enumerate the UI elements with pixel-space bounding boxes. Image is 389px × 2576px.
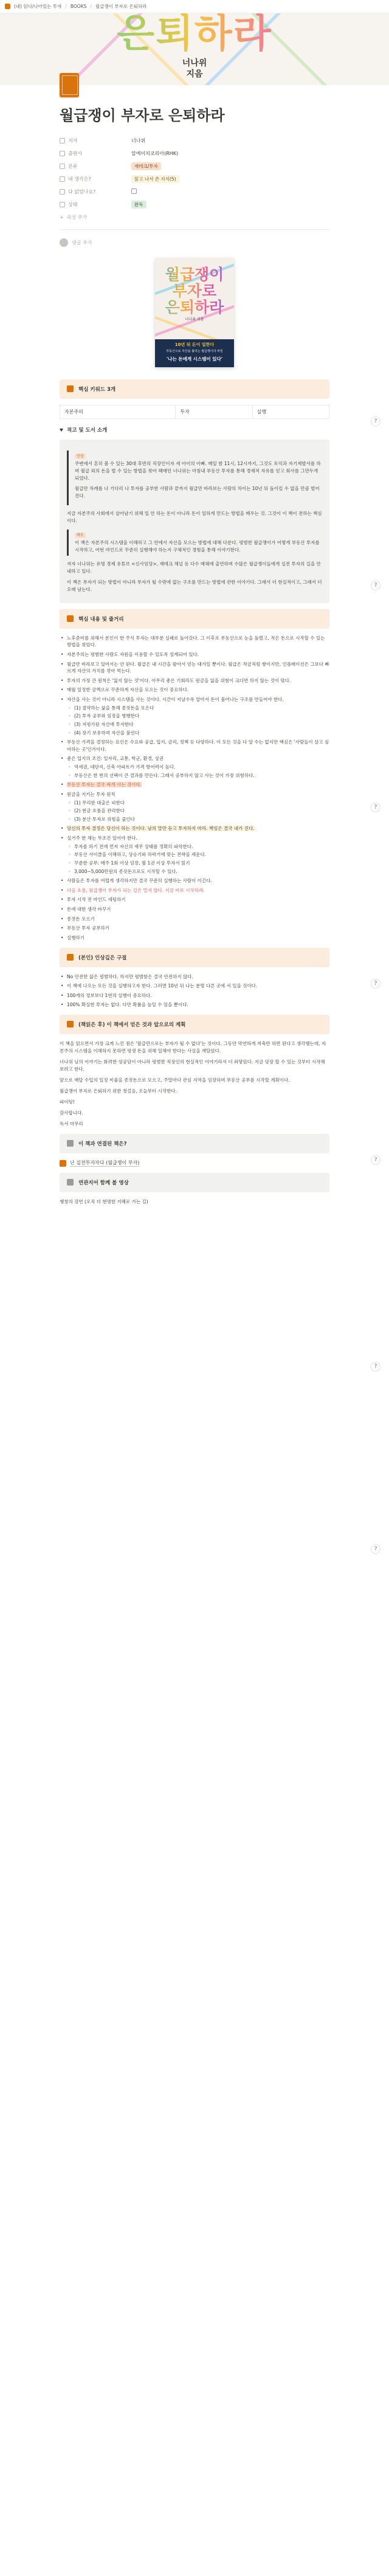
takeaway-text: 주변에서 흔히 볼 수 있는 30대 후반의 직장인이자 세 아이의 아빠. 매일 밤 11시, 12시까지, 그것도 토익과 자기계발서를 하며 월급 외의 돈을 벌 수 있는 방법을 찾아 헤매던 너나위는 마침내 부동산 투자를 통해 경제적 자유를 얻고 회사를 그만두게 되었다.	[75, 461, 321, 481]
breadcrumb-separator: /	[65, 4, 67, 9]
list-item: • 종잣돈 모으기	[60, 916, 329, 923]
property-key	[60, 201, 131, 208]
review-paragraph: 너나위 님의 이야기는 화려한 성공담이 아니라 평범한 직장인의 현실적인 이야기라서 더 와닿았다. 지금 당장 할 수 있는 것부터 시작해 보려고 한다.	[60, 1059, 325, 1072]
property-key	[60, 176, 131, 182]
sub-list-item: ◦ (1) 절약하는 삶을 통해 종잣돈을 모은다	[67, 705, 329, 712]
takeaway-label: 인상	[75, 454, 86, 459]
table-cell[interactable]: 실행	[252, 406, 329, 419]
book-band-line: 부동산으로 자산을 불리는 월급쟁이의 비밀	[166, 350, 223, 353]
text-property-icon	[60, 138, 65, 143]
sub-list-item: ◦ (3) 분산 투자로 위험을 줄인다	[67, 816, 329, 823]
help-icon[interactable]: ?	[371, 581, 380, 590]
callout-body	[78, 1179, 322, 1186]
list-item: • 부동산 투자 공부하기	[60, 925, 329, 932]
memo-label: 메모	[75, 533, 86, 538]
callout-body	[78, 1021, 322, 1028]
related-link-text: 난 실전투자자다 (월급쟁이 부자)	[70, 1160, 140, 1166]
sub-list	[67, 843, 329, 875]
page-title[interactable]: 월급쟁이 부자로 은퇴하라	[60, 107, 225, 124]
toggle-triangle-icon	[60, 429, 63, 432]
list-item: • 실행하기	[60, 934, 329, 942]
done-checkbox[interactable]	[131, 188, 137, 194]
status-property-icon	[60, 202, 65, 207]
help-icon[interactable]: ?	[371, 979, 380, 989]
notes-list-3	[60, 825, 329, 894]
sub-list-item: ◦ 3,000~5,000만원의 종잣돈으로도 시작할 수 있다.	[67, 868, 329, 875]
takeaway-heading: 적고 및 도서 소개	[67, 427, 108, 433]
list-item: • 사람들은 투자를 어렵게 생각하지만 결국 꾸준히 실행하는 사람이 이긴다.	[60, 877, 329, 885]
list-item: • 이 책에 나오는 모든 것을 실행하고자 한다. 그러면 10년 뒤 나는 분명 다른 곳에 서 있을 것이다.	[60, 982, 329, 990]
callout-body	[78, 954, 322, 961]
property-row[interactable]	[60, 147, 329, 160]
list-item: • 투자의 가장 큰 원칙은 '잃지 않는 것'이다. 아무리 좋은 기회라도 원금을 잃을 위험이 크다면 하지 않는 것이 맞다.	[60, 677, 329, 685]
callout-body	[78, 1140, 322, 1147]
book-band-line: '나는 돈에게 시스템이 있다'	[166, 356, 223, 362]
review-sign: 파이팅!	[60, 1099, 75, 1105]
callout-body	[78, 385, 322, 393]
checkbox-property-icon	[60, 189, 65, 195]
breadcrumb-item-2[interactable]: BOOKS	[70, 4, 87, 9]
book-title-line: 은퇴하라	[165, 299, 224, 316]
help-icon[interactable]: ?	[371, 416, 380, 426]
list-item: • 돈에 대한 생각 바꾸기	[60, 906, 329, 913]
workspace-icon	[5, 4, 10, 9]
list-item	[60, 825, 329, 832]
list-item: • 100개의 정보보다 1번의 실행이 중요하다.	[60, 992, 329, 1000]
related-heading: 이 책과 연결된 책은?	[78, 1141, 127, 1148]
breadcrumb-separator: /	[90, 4, 92, 9]
comment-input[interactable]	[60, 238, 329, 247]
related-callout	[60, 1134, 329, 1153]
notes-callout	[60, 609, 329, 629]
help-icon[interactable]: ?	[371, 1155, 380, 1165]
property-row[interactable]	[60, 160, 329, 173]
list-item	[60, 835, 329, 875]
property-value[interactable]	[131, 162, 164, 170]
book-title-line: 월급쟁이	[165, 266, 224, 283]
property-label: 저자	[68, 138, 78, 143]
breadcrumb-item-1[interactable]: (내) 읽다/나아있는 투자	[14, 4, 62, 9]
keywords-table	[60, 405, 329, 419]
sub-list-item: ◦ (3) 저평가된 자산에 투자한다	[67, 721, 329, 728]
property-label: 출판사	[68, 151, 83, 156]
list-item-text: 실거주 한 채는 무조건 있어야 한다.	[67, 835, 137, 841]
help-icon[interactable]: ?	[371, 1544, 380, 1554]
quotes-heading: (본인) 인상깊은 구절	[78, 955, 127, 961]
book-cover-title	[155, 266, 234, 316]
book-cover-image[interactable]	[60, 258, 329, 367]
review-paragraph: 이 책을 읽으면서 가장 크게 느낀 점은 '월급만으로는 부자가 될 수 없다'는 것이다. 그동안 막연하게 저축만 하면 된다고 생각했는데, 자본주의 시스템을 이해하지 못하면 평생 돈을 위해 일해야 한다는 사실을 깨달았다.	[60, 1041, 326, 1054]
takeaway-text: 지금 자본주의 사회에서 살아남기 위해 일 안 하는 돈이 아니라 돈이 일하게 만드는 방법을 배우는 것. 그것이 이 책이 전하는 핵심이다.	[67, 511, 322, 524]
property-value[interactable]	[131, 201, 149, 209]
list-item	[60, 696, 329, 736]
notes-heading: 핵심 내용 및 줄거리	[78, 616, 124, 623]
property-row[interactable]	[60, 173, 329, 185]
property-label: 상태	[68, 202, 78, 207]
book-band-line: 10년 뒤 돈이 일한다	[174, 342, 215, 347]
key-icon	[67, 385, 74, 392]
takeaway-callout	[60, 440, 329, 603]
property-row[interactable]	[60, 134, 329, 147]
list-item: • 노후준비를 위해서 본인이 한 주식 투자는 대부분 실패로 돌아갔다. 그 이후로 부동산으로 눈을 돌렸고, 적은 돈으로 시작할 수 있는 방법을 찾았다.	[60, 635, 329, 649]
list-item: • 매월 일정한 금액으로 꾸준하게 자산을 모으는 것이 중요하다.	[60, 686, 329, 694]
cover-author-name: 너나위	[182, 58, 207, 68]
avatar	[60, 238, 68, 247]
takeaway-closing: 저자 너나위는 유명 경제 유튜브 <신사임당>, 재테크 채널 등 다수 매체에 출연하며 수많은 월급쟁이들에게 실전 투자의 길을 안내하고 있다.	[67, 561, 321, 574]
plus-icon: +	[60, 214, 64, 220]
help-icon[interactable]: ?	[371, 1362, 380, 1372]
list-item-text: 원금을 지키는 투자 원칙	[67, 791, 115, 797]
divider	[60, 229, 329, 230]
list-item: • 자본주의는 평범한 사람도 자원을 이용할 수 있도록 설계되어 있다.	[60, 651, 329, 658]
property-key	[60, 163, 131, 170]
list-item: • 월급만 바라보고 있어서는 안 된다. 월급은 내 시간을 팔아서 얻는 대가일 뿐이다. 월급은 적금처럼 쌓이지만, 인플레이션은 그보다 빠르게 자산의 가치를 깎아 먹는다.	[60, 661, 329, 675]
sub-list-item: ◦ 투자를 하기 전에 먼저 자신의 재무 상태를 정확히 파악한다.	[67, 843, 329, 851]
sub-list-item: ◦ (4) 장기 보유하며 자산을 불린다	[67, 730, 329, 737]
memo-text: 이 책은 자본주의 시스템을 이해하고 그 안에서 자산을 모으는 방법에 대해 다룬다. 평범한 월급쟁이가 어떻게 부동산 투자를 시작하고, 어떤 마인드로 꾸준히 실행해야 하는지 구체적인 경험을 통해 이야기한다.	[75, 540, 320, 553]
list-item	[60, 887, 329, 894]
sub-list-item: ◦ (2) 현금 흐름을 관리한다	[67, 807, 329, 815]
property-key	[60, 150, 131, 157]
list-item-text: 좋은 입지의 조건: 일자리, 교통, 학군, 환경, 상권	[67, 756, 164, 762]
notes-list-2	[60, 739, 329, 823]
breadcrumb-bar	[0, 0, 389, 13]
text-property-icon	[60, 151, 65, 156]
notes-list-4	[60, 896, 329, 941]
sub-list-item: ◦ 꾸준한 공부: 매주 1회 이상 임장, 월 1권 이상 투자서 읽기	[67, 860, 329, 867]
notes-list	[60, 635, 329, 737]
opinion-tag: 읽고 나서 쓴 지식(5)	[131, 175, 179, 183]
cover-author-suffix: 지음	[186, 69, 203, 79]
category-tag: 재테크/투자	[131, 162, 161, 170]
review-heading: (책읽은 후) 이 책에서 얻은 것과 앞으로의 계획	[78, 1022, 186, 1029]
property-row[interactable]	[60, 185, 329, 198]
sub-list-item: ◦ 부동산 사이클을 이해하고, 상승기와 하락기에 맞는 전략을 세운다.	[67, 851, 329, 858]
sub-list-item: ◦ 부동산은 한 번의 선택이 큰 결과를 만든다. 그래서 공부하지 않고 사는 것이 가장 위험하다.	[67, 772, 329, 779]
table-cell[interactable]: 자본주의	[60, 406, 176, 419]
list-item: • 100% 확실한 투자는 없다. 다만 확률을 높일 수 있을 뿐이다.	[60, 1001, 329, 1009]
list-item	[60, 781, 329, 789]
book-cover-band	[155, 339, 234, 367]
status-tag: 완독	[131, 201, 146, 209]
memo-callout	[60, 1173, 329, 1192]
sub-list-item: ◦ (1) 무리한 대출은 피한다	[67, 799, 329, 807]
book-page-icon[interactable]	[60, 73, 79, 97]
sub-list-item: ◦ (2) 투자 공부와 임장을 병행한다	[67, 713, 329, 720]
list-item-text: 자산을 사는 것이 아니라 시스템을 사는 것이다. 시간이 지날수록 알아서 돈이 불어나는 구조를 만들어야 한다.	[67, 697, 284, 703]
pencil-icon	[67, 1021, 74, 1027]
table-cell[interactable]: 투자	[176, 406, 252, 419]
callout-body	[67, 446, 322, 597]
table-row	[60, 406, 329, 419]
property-key	[60, 137, 131, 144]
takeaway-toggle[interactable]	[60, 426, 329, 433]
review-sign: 감사합니다.	[60, 1110, 83, 1116]
video-icon	[67, 1179, 74, 1186]
quotes-callout	[60, 948, 329, 967]
property-label: 다 읽었나요?	[68, 189, 96, 195]
review-paragraph: 월급쟁이 부자로 은퇴하기 위한 첫걸음, 오늘부터 시작한다.	[60, 1088, 177, 1094]
comment-placeholder: 댓글 추가	[72, 240, 92, 246]
add-property-label: 속성 추가	[66, 214, 88, 220]
highlight-text: 부동산 투자는 결국 싸게 사는 것이다.	[67, 782, 142, 788]
breadcrumb-item-3[interactable]: 월급쟁이 부자로 은퇴하라	[95, 4, 147, 9]
properties	[60, 134, 329, 223]
note-icon	[67, 615, 74, 622]
memo-heading: 연관지어 함께 볼 영상	[78, 1180, 129, 1187]
list-item: • 부동산 가격을 결정하는 요인은 수요와 공급, 입지, 금리, 정책 등 다양하다. 이 모든 것을 다 알 수는 없지만 핵심은 '사람들이 살고 싶어하는 곳'인가이다.	[60, 739, 329, 753]
list-item: • 투자 시작 전 마인드 세팅하기	[60, 896, 329, 903]
sub-list-item: ◦ 역세권, 대단지, 신축 아파트가 가격 방어력이 높다.	[67, 764, 329, 771]
review-sign: 독서 마무리	[60, 1121, 83, 1127]
takeaway-quote	[67, 451, 322, 505]
keywords-heading: 핵심 키워드 3개	[78, 387, 116, 393]
memo-quote	[67, 530, 322, 556]
takeaway-closing: 이 책은 부자가 되는 방법이 아니라 부자가 될 수밖에 없는 구조를 만드는 방법에 관한 이야기다. 그래서 더 현실적이고, 그래서 더 오래 남는다.	[67, 579, 322, 592]
review-callout	[60, 1015, 329, 1034]
page-link-icon	[60, 1160, 66, 1167]
highlight-text: 다음 흐름, 월급쟁이 부자가 되는 길은 멀지 않다. 지금 바로 시작하라.	[67, 887, 205, 893]
list-item	[60, 755, 329, 779]
book-title-line: 부자로	[172, 282, 217, 300]
add-property-button[interactable]	[60, 211, 329, 223]
list-item: • No 안전한 삶은 평범하다. 하지만 평범함은 결국 안전하지 않다.	[60, 973, 329, 981]
property-value[interactable]: 너나위	[131, 138, 146, 143]
select-property-icon	[60, 164, 65, 169]
related-link[interactable]	[60, 1159, 329, 1167]
link-icon	[67, 1140, 74, 1147]
page-body	[0, 73, 389, 1552]
review-paragraph: 앞으로 매달 수입의 일정 비율을 종잣돈으로 모으고, 주말마다 관심 지역을 임장하며 부동산 공부를 시작할 계획이다.	[60, 1077, 290, 1083]
property-key	[60, 188, 131, 195]
help-icon[interactable]: ?	[371, 803, 380, 812]
property-value[interactable]: 알에이치코리아(RHK)	[131, 151, 179, 156]
property-value[interactable]	[131, 175, 182, 183]
keywords-callout	[60, 379, 329, 399]
takeaway-text: 월급만 차례를 나 기다리 나 투자를 공부한 사람과 끝까지 월급만 바라보는 사람의 차이는 10년 뒤 돌이킬 수 없을 만큼 벌어진다.	[75, 486, 320, 499]
property-label: 내 생각은?	[68, 176, 91, 182]
cover-title: 은퇴하라	[0, 13, 389, 58]
book-cover	[155, 258, 234, 367]
sub-list	[67, 705, 329, 737]
sub-list	[67, 764, 329, 779]
highlight-text: 당신의 투자 결정은 당신이 하는 것이다. 남의 말만 듣고 투자하지 마라. 책임은 결국 내가 진다.	[67, 826, 255, 832]
book-cover-author: 너나위 지음	[185, 317, 204, 322]
memo-text: 쌩창의 강연 (오직 더 현명한 지혜로 가는 길)	[60, 1199, 148, 1205]
sub-list	[67, 799, 329, 823]
property-value[interactable]	[131, 188, 137, 195]
callout-body	[78, 615, 322, 623]
quotes-list	[60, 973, 329, 1009]
select-property-icon	[60, 176, 65, 182]
property-row[interactable]	[60, 198, 329, 211]
list-item	[60, 791, 329, 823]
property-label: 분류	[68, 164, 78, 169]
quote-icon	[67, 954, 74, 961]
